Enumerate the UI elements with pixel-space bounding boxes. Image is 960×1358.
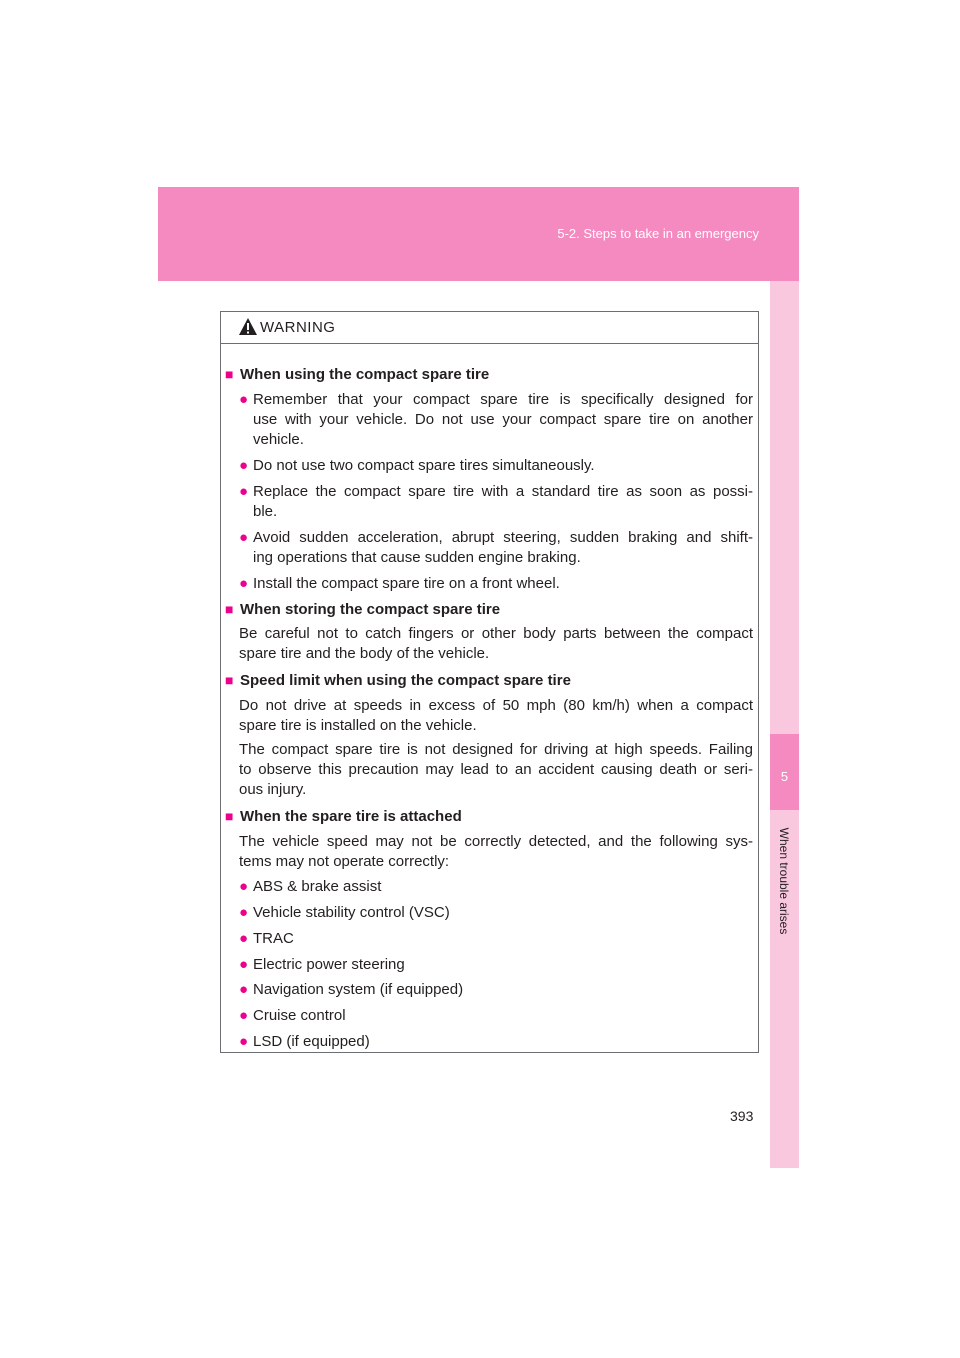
warning-header — [221, 312, 758, 344]
list-item — [239, 903, 450, 923]
list-item — [239, 955, 405, 975]
list-item — [239, 1032, 370, 1052]
round-bullet-icon: ● — [239, 1007, 249, 1024]
paragraph-line: Remember that your compact spare tire is specifically designed for — [253, 391, 753, 408]
heading-storing — [225, 599, 500, 620]
round-bullet-icon: ● — [239, 457, 249, 474]
paragraph-line: The compact spare tire is not designed for driving at high speeds. Failing — [239, 741, 753, 758]
round-bullet-icon: ● — [239, 1033, 249, 1050]
round-bullet-icon: ● — [239, 391, 249, 408]
paragraph-line: tems may not operate correctly: — [239, 853, 450, 870]
round-bullet-icon: ● — [239, 483, 249, 500]
square-bullet-icon: ■ — [225, 601, 234, 617]
warning-triangle-icon — [238, 317, 258, 337]
paragraph-line: ble. — [253, 503, 278, 520]
heading-text: When storing the compact spare tire — [240, 601, 501, 618]
section-title: 5-2. Steps to take in an emergency — [557, 226, 759, 241]
list-item-text: LSD (if equipped) — [253, 1033, 370, 1050]
bullet-item — [239, 574, 560, 594]
chapter-number-block — [770, 734, 799, 810]
bullet-text: Do not use two compact spare tires simultaneously. — [253, 457, 595, 474]
heading-text: Speed limit when using the compact spare tire — [240, 672, 571, 689]
paragraph-line: vehicle. — [253, 431, 304, 448]
bullet-item — [239, 390, 253, 410]
round-bullet-icon: ● — [239, 930, 249, 947]
heading-text: When using the compact spare tire — [240, 366, 490, 383]
bullet-item — [239, 528, 253, 548]
page-number: 393 — [730, 1108, 754, 1124]
paragraph-line: spare tire is installed on the vehicle. — [239, 717, 477, 734]
list-item-text: ABS & brake assist — [253, 878, 382, 895]
round-bullet-icon: ● — [239, 878, 249, 895]
heading-text: When the spare tire is attached — [240, 808, 462, 825]
list-item-text: Vehicle stability control (VSC) — [253, 904, 450, 921]
bullet-item — [239, 482, 253, 502]
heading-compact — [225, 364, 489, 385]
round-bullet-icon: ● — [239, 981, 249, 998]
paragraph-line: Be careful not to catch fingers or other body parts between the compact — [239, 625, 753, 642]
paragraph-line: to observe this precaution may lead to an accident causing death or seri- — [239, 761, 753, 778]
paragraph-line: Replace the compact spare tire with a standard tire as soon as possi- — [253, 483, 753, 500]
paragraph-line: Do not drive at speeds in excess of 50 mph (80 km/h) when a compact — [239, 697, 753, 714]
heading-speed — [225, 670, 571, 691]
round-bullet-icon: ● — [239, 956, 249, 973]
list-item-text: TRAC — [253, 930, 294, 947]
bullet-item — [239, 456, 595, 476]
round-bullet-icon: ● — [239, 904, 249, 921]
list-item-text: Electric power steering — [253, 956, 405, 973]
paragraph-line: ous injury. — [239, 781, 307, 798]
list-item-text: Navigation system (if equipped) — [253, 981, 464, 998]
paragraph-line: spare tire and the body of the vehicle. — [239, 645, 490, 662]
chapter-label: When trouble arises — [777, 827, 791, 935]
square-bullet-icon: ■ — [225, 672, 234, 688]
list-item — [239, 929, 294, 949]
square-bullet-icon: ■ — [225, 366, 234, 382]
list-item-text: Cruise control — [253, 1007, 346, 1024]
square-bullet-icon: ■ — [225, 808, 234, 824]
round-bullet-icon: ● — [239, 529, 249, 546]
chapter-number: 5 — [780, 769, 789, 784]
bullet-text: Install the compact spare tire on a front wheel. — [253, 575, 560, 592]
warning-title: WARNING — [260, 319, 336, 336]
heading-attached — [225, 806, 462, 827]
list-item — [239, 877, 381, 897]
list-item — [239, 980, 463, 1000]
warning-box — [220, 311, 759, 1053]
side-tab — [770, 281, 799, 1168]
paragraph-line: Avoid sudden acceleration, abrupt steering, sudden braking and shift- — [253, 529, 753, 546]
round-bullet-icon: ● — [239, 575, 249, 592]
list-item — [239, 1006, 346, 1026]
paragraph-line: The vehicle speed may not be correctly detected, and the following sys- — [239, 833, 753, 850]
paragraph-line: use with your vehicle. Do not use your compact spare tire on another — [253, 411, 753, 428]
paragraph-line: ing operations that cause sudden engine braking. — [253, 549, 581, 566]
header-band — [158, 187, 799, 281]
